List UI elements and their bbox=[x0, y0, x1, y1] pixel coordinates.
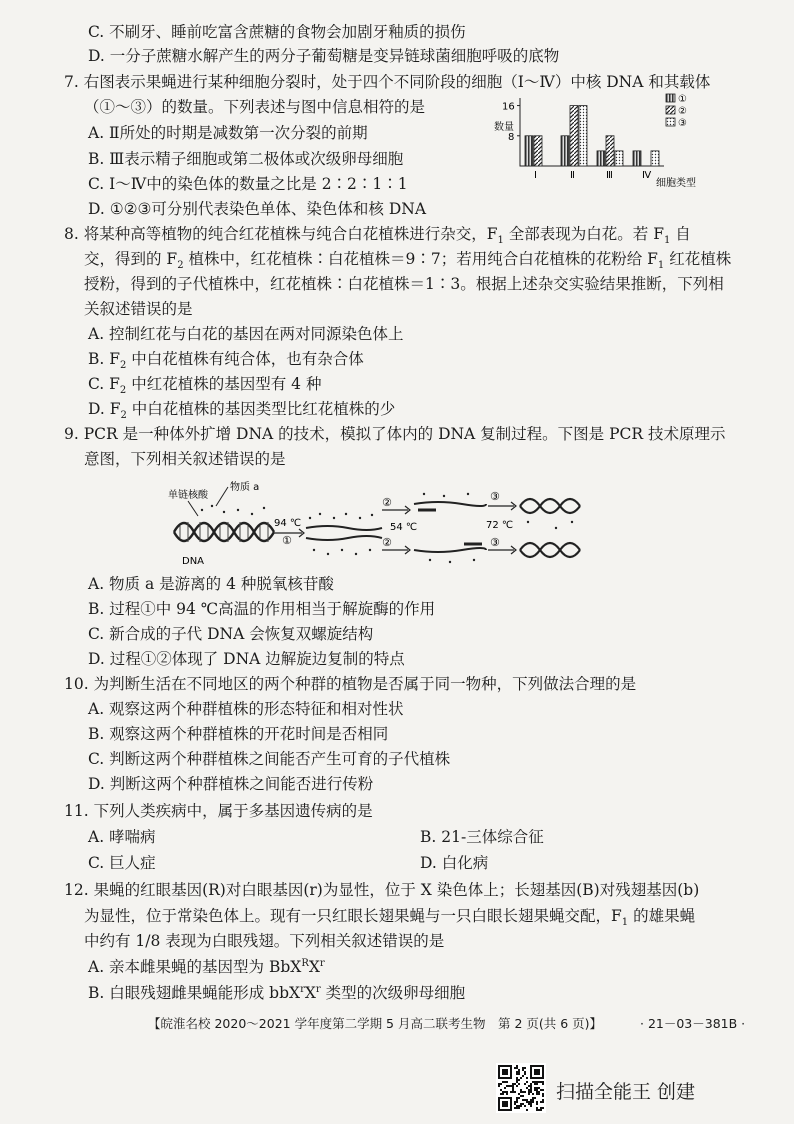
q7-option-b: B. Ⅲ表示精子细胞或第二极体或次级卵母细胞 bbox=[88, 150, 404, 168]
nucleotide-dot bbox=[313, 549, 315, 551]
nucleotide-dot bbox=[369, 549, 371, 551]
page-code: · 21－03－381B · bbox=[640, 1016, 746, 1031]
nucleotide-dot bbox=[443, 495, 445, 497]
q7-stem-line1: 7. 右图表示果蝇进行某种细胞分裂时，处于四个不同阶段的细胞（Ⅰ～Ⅳ）中核 DNA 和其载体 bbox=[64, 73, 711, 91]
bar-3-series-2 bbox=[606, 136, 614, 166]
nucleotide-dot bbox=[527, 521, 529, 523]
q8-option-c: C. $F_2$ 中红花植株的基因型有 4 种 bbox=[88, 375, 322, 397]
legend-swatch-3 bbox=[666, 118, 675, 126]
nucleotide-dot bbox=[327, 553, 329, 555]
nucleotide-dot bbox=[473, 559, 475, 561]
pcr-label-single-strand: 单链核酸 bbox=[168, 490, 208, 501]
prev-option-c: C. 不刷牙、睡前吃富含蔗糖的食物会加剧牙釉质的损伤 bbox=[88, 23, 466, 41]
q8-option-d: D. $F_2$ 中白花植株的基因类型比红花植株的少 bbox=[88, 400, 396, 422]
q9-stem-line1: 9. PCR 是一种体外扩增 DNA 的技术，模拟了体内的 DNA 复制过程。下图是 PCR 技术原理示 bbox=[64, 425, 726, 443]
nucleotide-dot bbox=[211, 505, 213, 507]
pcr-label-dna: DNA bbox=[182, 556, 205, 567]
q12-option-a: A. 亲本雌果蝇的基因型为 $BbX^RX^r$ bbox=[88, 957, 325, 976]
bar-3-series-3 bbox=[615, 151, 623, 166]
pcr-step-2-top: ② bbox=[382, 496, 392, 509]
q7-option-a: A. Ⅱ所处的时期是减数第一次分裂的前期 bbox=[88, 124, 368, 142]
bar-4-series-1 bbox=[633, 151, 641, 166]
nucleotide-dot bbox=[319, 513, 321, 515]
chart-xtick-3: Ⅲ bbox=[606, 170, 613, 181]
chart-xtick-1: Ⅰ bbox=[534, 170, 537, 181]
q11-option-a: A. 哮喘病 bbox=[88, 828, 156, 846]
chart-ylabel: 数量 bbox=[494, 122, 514, 133]
legend-label-3: ③ bbox=[678, 118, 687, 129]
legend-swatch-1 bbox=[666, 94, 675, 102]
nucleotide-dot bbox=[251, 513, 253, 515]
q8-stem-line2: 交，得到的 $F_2$ 植株中，红花植株∶白花植株＝9∶7；若用纯合白花植株的花粉给 $F_1$ 红花植株 bbox=[84, 250, 732, 272]
q12-option-b: B. 白眼残翅雌果蝇能形成 $bbX^rX^r$ 类型的次级卵母细胞 bbox=[88, 983, 466, 1002]
q8-option-b: B. $F_2$ 中白花植株有纯合体，也有杂合体 bbox=[88, 350, 364, 372]
q9-option-d: D. 过程①②体现了 DNA 边解旋边复制的特点 bbox=[88, 650, 405, 668]
legend-swatch-2 bbox=[666, 106, 675, 114]
nucleotide-dot bbox=[467, 493, 469, 495]
nucleotide-dot bbox=[423, 493, 425, 495]
q11-option-c: C. 巨人症 bbox=[88, 854, 156, 872]
chart-xtick-2: Ⅱ bbox=[570, 170, 575, 181]
q7-stem-line2: （①～③）的数量。下列表述与图中信息相符的是 bbox=[84, 98, 426, 116]
pcr-step-2-bottom: ② bbox=[382, 536, 392, 549]
q7-bar-chart bbox=[486, 90, 726, 198]
legend-label-2: ② bbox=[678, 106, 687, 117]
q12-stem-line2: 为显性，位于常染色体上。现有一只红眼长翅果蝇与一只白眼长翅果蝇交配，$F_1$ 的雄果蝇 bbox=[84, 907, 696, 929]
pcr-step-3-top: ③ bbox=[490, 490, 500, 503]
q8-option-a: A. 控制红花与白花的基因在两对同源染色体上 bbox=[88, 325, 404, 343]
page-footer: 【皖淮名校 2020～2021 学年度第二学期 5 月高二联考生物 第 2 页(共 6 页)】 bbox=[148, 1016, 603, 1031]
nucleotide-dot bbox=[571, 521, 573, 523]
bar-2-series-2 bbox=[570, 106, 578, 166]
chart-xtick-4: Ⅳ bbox=[642, 170, 652, 181]
legend-label-1: ① bbox=[678, 94, 687, 105]
q9-stem-line2: 意图，下列相关叙述错误的是 bbox=[84, 450, 286, 468]
qr-code-icon bbox=[496, 1063, 546, 1113]
chart-ytick-8: 8 bbox=[508, 131, 515, 143]
q7-option-c: C. Ⅰ～Ⅳ中的染色体的数量之比是 2∶2∶1∶1 bbox=[88, 175, 408, 193]
nucleotide-dot bbox=[309, 517, 311, 519]
nucleotide-dot bbox=[371, 514, 373, 516]
nucleotide-dot bbox=[341, 549, 343, 551]
nucleotide-dot bbox=[555, 527, 557, 529]
bar-1-series-2 bbox=[534, 136, 542, 166]
bar-1-series-1 bbox=[525, 136, 533, 166]
q11-option-b: B. 21-三体综合征 bbox=[420, 828, 544, 846]
bar-3-series-1 bbox=[597, 151, 605, 166]
pcr-step-3-bottom: ③ bbox=[490, 536, 500, 549]
q12-stem-line3: 中约有 1/8 表现为白眼残翅。下列相关叙述错误的是 bbox=[84, 932, 445, 950]
q9-option-a: A. 物质 a 是游离的 4 种脱氧核苷酸 bbox=[88, 575, 334, 593]
nucleotide-dot bbox=[263, 507, 265, 509]
nucleotide-dot bbox=[201, 509, 203, 511]
chart-bars bbox=[525, 106, 659, 166]
bar-2-series-3 bbox=[579, 106, 587, 166]
nucleotide-dot bbox=[237, 509, 239, 511]
chart-xlabel: 细胞类型 bbox=[656, 178, 696, 189]
pcr-temp-54: 54 ℃ bbox=[390, 522, 418, 533]
dna-annealed-strands bbox=[414, 502, 486, 552]
pcr-label-substance: 物质 a bbox=[230, 482, 260, 493]
prev-option-d: D. 一分子蔗糖水解产生的两分子葡萄糖是变异链球菌细胞呼吸的底物 bbox=[88, 47, 560, 65]
chart-legend bbox=[666, 94, 687, 129]
dna-separated-strands bbox=[306, 526, 382, 540]
q8-stem-line3: 授粉，得到的子代植株中，红花植株∶白花植株＝1∶3。根据上述杂交实验结果推断，下列相 bbox=[84, 275, 724, 293]
nucleotide-dot bbox=[449, 561, 451, 563]
q10-option-d: D. 判断这两个种群植株之间能否进行传粉 bbox=[88, 775, 374, 793]
q10-option-c: C. 判断这两个种群植株之间能否产生可育的子代植株 bbox=[88, 750, 451, 768]
q9-option-c: C. 新合成的子代 DNA 会恢复双螺旋结构 bbox=[88, 625, 374, 643]
nucleotide-dot bbox=[429, 559, 431, 561]
q10-stem: 10. 为判断生活在不同地区的两个种群的植物是否属于同一物种，下列做法合理的是 bbox=[64, 675, 637, 693]
q11-stem: 11. 下列人类疾病中，属于多基因遗传病的是 bbox=[64, 802, 373, 820]
q11-option-d: D. 白化病 bbox=[420, 854, 489, 872]
q7-option-d: D. ①②③可分别代表染色单体、染色体和核 DNA bbox=[88, 200, 427, 218]
q8-stem-line4: 关叙述错误的是 bbox=[84, 300, 193, 318]
nucleotide-dot bbox=[223, 511, 225, 513]
bar-2-series-1 bbox=[561, 136, 569, 166]
nucleotide-dot bbox=[359, 517, 361, 519]
nucleotide-dot bbox=[345, 513, 347, 515]
pcr-step-1: ① bbox=[282, 534, 292, 547]
dna-daughter-helix-top bbox=[520, 499, 580, 513]
chart-ytick-16: 16 bbox=[502, 101, 515, 113]
pcr-diagram bbox=[168, 470, 588, 570]
scanner-brand-label: 扫描全能王 创建 bbox=[556, 1081, 696, 1103]
bar-4-series-3 bbox=[651, 151, 659, 166]
nucleotide-dot bbox=[333, 517, 335, 519]
chart-xticks bbox=[534, 170, 652, 181]
dna-daughter-helix-bottom bbox=[520, 543, 580, 557]
pcr-temp-94: 94 ℃ bbox=[274, 518, 302, 529]
q12-stem-line1: 12. 果蝇的红眼基因(R)对白眼基因(r)为显性，位于 X 染色体上；长翅基因(B)对残翅基因(b) bbox=[64, 881, 700, 899]
pcr-temp-72: 72 ℃ bbox=[486, 520, 514, 531]
q8-stem-line1: 8. 将某种高等植物的纯合红花植株与纯合白花植株进行杂交，$F_1$ 全部表现为白花。若 $F_1$ 自 bbox=[64, 225, 691, 247]
nucleotide-dot bbox=[355, 553, 357, 555]
dna-double-helix-left bbox=[174, 522, 274, 542]
q10-option-a: A. 观察这两个种群植株的形态特征和相对性状 bbox=[88, 700, 404, 718]
q9-option-b: B. 过程①中 94 ℃高温的作用相当于解旋酶的作用 bbox=[88, 600, 436, 618]
q10-option-b: B. 观察这两个种群植株的开花时间是否相同 bbox=[88, 725, 389, 743]
